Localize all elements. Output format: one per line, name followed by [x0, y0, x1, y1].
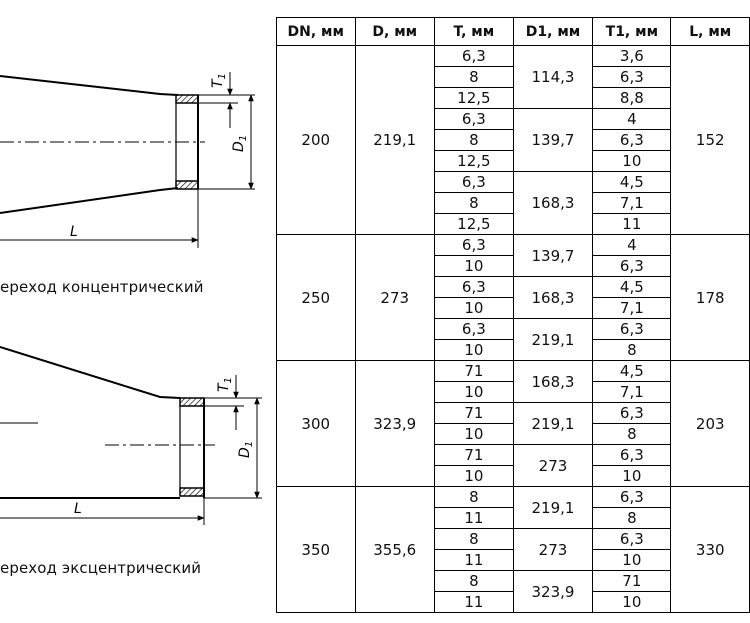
t-cell: 6,3 [434, 319, 513, 340]
t-cell: 6,3 [434, 172, 513, 193]
t1-cell: 6,3 [593, 67, 671, 88]
t1-cell: 10 [593, 550, 671, 571]
l-label: L [70, 224, 78, 240]
t-cell: 10 [434, 424, 513, 445]
t-cell: 11 [434, 592, 513, 613]
header-t: T, мм [434, 18, 513, 46]
table-header-row [277, 18, 750, 46]
t-cell: 6,3 [434, 235, 513, 256]
t1-cell: 11 [593, 214, 671, 235]
t-cell: 10 [434, 466, 513, 487]
d1-cell: 219,1 [513, 319, 592, 361]
table-row [277, 46, 750, 67]
d1-label: $D_1$ [231, 134, 249, 152]
d1-label: $D_1$ [237, 440, 255, 458]
t-cell: 8 [434, 130, 513, 151]
t-cell: 10 [434, 298, 513, 319]
d1-cell: 273 [513, 445, 592, 487]
t1-cell: 4,5 [593, 361, 671, 382]
eccentric-caption: ереход эксцентрический [0, 559, 202, 577]
t1-cell: 6,3 [593, 487, 671, 508]
t1-cell: 8 [593, 424, 671, 445]
d1-cell: 168,3 [513, 172, 592, 235]
t-cell: 8 [434, 571, 513, 592]
header-d1: D1, мм [513, 18, 592, 46]
t-cell: 8 [434, 529, 513, 550]
t1-label: $T_1$ [216, 377, 234, 392]
t1-cell: 6,3 [593, 445, 671, 466]
d1-cell: 219,1 [513, 403, 592, 445]
d1-cell: 219,1 [513, 487, 592, 529]
l-label: L [74, 501, 82, 517]
t1-cell: 4 [593, 235, 671, 256]
d1-cell: 323,9 [513, 571, 592, 613]
t1-cell: 4,5 [593, 172, 671, 193]
header-dn: DN, мм [277, 18, 356, 46]
t-cell: 11 [434, 550, 513, 571]
eccentric-reducer-drawing [0, 347, 262, 525]
concentric-caption: ереход концентрический [0, 278, 204, 296]
table-row [277, 361, 750, 382]
t1-label: $T_1$ [210, 73, 228, 88]
t1-cell: 8,8 [593, 88, 671, 109]
t-cell: 71 [434, 361, 513, 382]
header-d: D, мм [355, 18, 434, 46]
table-row [277, 487, 750, 508]
t1-cell: 7,1 [593, 298, 671, 319]
d-cell: 273 [355, 235, 434, 361]
l-cell: 152 [671, 46, 750, 235]
d1-cell: 139,7 [513, 235, 592, 277]
dn-cell: 350 [277, 487, 356, 613]
d-cell: 355,6 [355, 487, 434, 613]
t-cell: 71 [434, 445, 513, 466]
dn-cell: 250 [277, 235, 356, 361]
t1-cell: 6,3 [593, 319, 671, 340]
t1-cell: 6,3 [593, 256, 671, 277]
t1-cell: 10 [593, 151, 671, 172]
t1-cell: 10 [593, 592, 671, 613]
t-cell: 10 [434, 256, 513, 277]
table-row [277, 235, 750, 256]
d1-cell: 139,7 [513, 109, 592, 172]
t1-cell: 4,5 [593, 277, 671, 298]
d1-cell: 168,3 [513, 277, 592, 319]
d1-cell: 273 [513, 529, 592, 571]
d1-cell: 114,3 [513, 46, 592, 109]
concentric-reducer-drawing [0, 72, 255, 248]
d-cell: 323,9 [355, 361, 434, 487]
reducer-dimensions-table [276, 17, 750, 613]
t1-cell: 4 [593, 109, 671, 130]
t1-cell: 7,1 [593, 193, 671, 214]
t-cell: 10 [434, 382, 513, 403]
t-cell: 6,3 [434, 277, 513, 298]
t-cell: 11 [434, 508, 513, 529]
table-body [277, 46, 750, 613]
t1-cell: 71 [593, 571, 671, 592]
t1-cell: 8 [593, 508, 671, 529]
t1-cell: 10 [593, 466, 671, 487]
t-cell: 8 [434, 487, 513, 508]
t-cell: 12,5 [434, 88, 513, 109]
l-cell: 203 [671, 361, 750, 487]
d-cell: 219,1 [355, 46, 434, 235]
t1-cell: 8 [593, 340, 671, 361]
t-cell: 6,3 [434, 109, 513, 130]
t1-cell: 6,3 [593, 403, 671, 424]
t1-cell: 7,1 [593, 382, 671, 403]
header-l: L, мм [671, 18, 750, 46]
l-cell: 330 [671, 487, 750, 613]
dn-cell: 300 [277, 361, 356, 487]
reducer-drawings [0, 0, 275, 623]
t-cell: 10 [434, 340, 513, 361]
t-cell: 12,5 [434, 151, 513, 172]
d1-cell: 168,3 [513, 361, 592, 403]
t-cell: 6,3 [434, 46, 513, 67]
t-cell: 71 [434, 403, 513, 424]
t-cell: 8 [434, 67, 513, 88]
header-t1: T1, мм [593, 18, 671, 46]
t-cell: 8 [434, 193, 513, 214]
dn-cell: 200 [277, 46, 356, 235]
l-cell: 178 [671, 235, 750, 361]
t1-cell: 6,3 [593, 529, 671, 550]
t1-cell: 3,6 [593, 46, 671, 67]
t1-cell: 6,3 [593, 130, 671, 151]
t-cell: 12,5 [434, 214, 513, 235]
concentric-labels [70, 73, 249, 240]
